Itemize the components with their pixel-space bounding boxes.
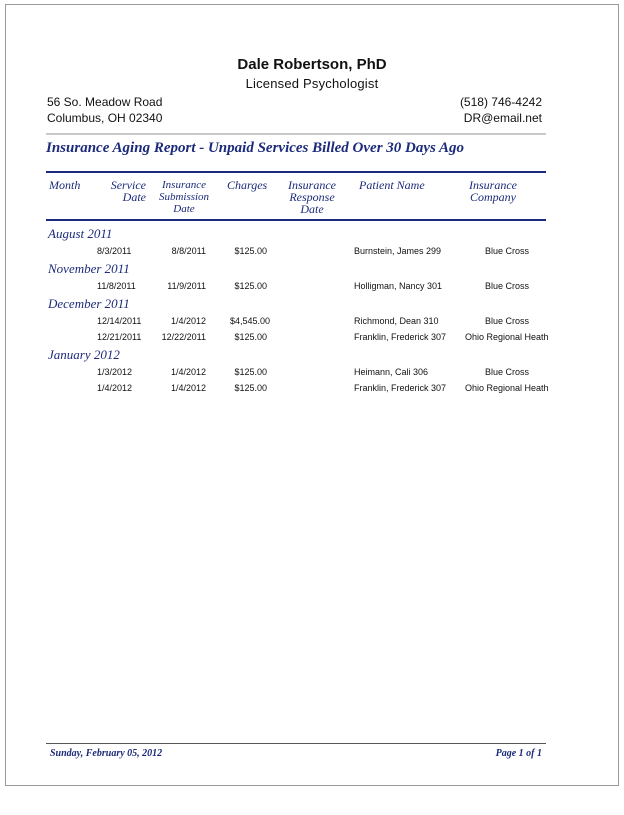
column-header-insurance-company: Insurance Company bbox=[469, 178, 517, 204]
cell-service-date: 12/14/2011 bbox=[97, 316, 142, 326]
cell-submission-date: 12/22/2011 bbox=[161, 332, 206, 342]
cell-submission-date: 8/8/2011 bbox=[171, 246, 206, 256]
practitioner-title: Licensed Psychologist bbox=[245, 76, 379, 91]
cell-charges: $125.00 bbox=[234, 281, 267, 291]
group-month-heading: August 2011 bbox=[48, 226, 113, 241]
group-month-heading: December 2011 bbox=[48, 296, 130, 311]
cell-charges: $125.00 bbox=[234, 367, 267, 377]
cell-insurance-company: Blue Cross bbox=[484, 246, 529, 256]
cell-patient-name: Burnstein, James 299 bbox=[354, 246, 442, 256]
cell-charges: $125.00 bbox=[234, 383, 267, 393]
cell-charges: $125.00 bbox=[234, 332, 267, 342]
cell-charges: $125.00 bbox=[234, 246, 267, 256]
cell-patient-name: Richmond, Dean 310 bbox=[354, 316, 439, 326]
group-month-heading: November 2011 bbox=[48, 261, 130, 276]
cell-charges: $4,545.00 bbox=[229, 316, 270, 326]
cell-service-date: 11/8/2011 bbox=[97, 281, 136, 291]
cell-insurance-company: Blue Cross bbox=[484, 367, 529, 377]
column-header-service-date: Service Date bbox=[110, 178, 146, 204]
cell-patient-name: Heimann, Cali 306 bbox=[354, 367, 429, 377]
column-header-patient-name: Patient Name bbox=[359, 178, 425, 192]
cell-submission-date: 1/4/2012 bbox=[170, 316, 206, 326]
cell-insurance-company: Blue Cross bbox=[484, 316, 529, 326]
cell-service-date: 12/21/2011 bbox=[97, 332, 142, 342]
cell-patient-name: Franklin, Frederick 307 bbox=[354, 383, 447, 393]
cell-patient-name: Franklin, Frederick 307 bbox=[354, 332, 447, 342]
column-header-response-date: Insurance Response Date bbox=[288, 178, 336, 216]
footer-print-date: Sunday, February 05, 2012 bbox=[50, 748, 163, 759]
cell-patient-name: Holligman, Nancy 301 bbox=[354, 281, 443, 291]
cell-insurance-company: Ohio Regional Heath bbox=[465, 332, 549, 342]
footer-page-number: Page 1 of 1 bbox=[495, 748, 542, 759]
cell-insurance-company: Ohio Regional Heath bbox=[465, 383, 549, 393]
cell-submission-date: 1/4/2012 bbox=[170, 367, 206, 377]
cell-service-date: 1/4/2012 bbox=[97, 383, 133, 393]
header-divider bbox=[46, 133, 546, 135]
column-header-bottom-rule bbox=[46, 219, 546, 221]
cell-insurance-company: Blue Cross bbox=[484, 281, 529, 291]
cell-submission-date: 11/9/2011 bbox=[167, 281, 206, 291]
cell-service-date: 1/3/2012 bbox=[97, 367, 133, 377]
practitioner-name: Dale Robertson, PhD bbox=[237, 56, 387, 73]
footer-rule bbox=[46, 743, 546, 744]
cell-submission-date: 1/4/2012 bbox=[170, 383, 206, 393]
address-line-2: Columbus, OH 02340 bbox=[47, 111, 163, 125]
column-header-charges: Charges bbox=[227, 178, 268, 192]
column-header-top-rule bbox=[46, 171, 546, 173]
email-address: DR@email.net bbox=[463, 111, 542, 125]
column-header-submission-date: Insurance Submission Date bbox=[158, 179, 210, 215]
column-header-month: Month bbox=[49, 178, 81, 192]
address-line-1: 56 So. Meadow Road bbox=[47, 95, 163, 109]
group-month-heading: January 2012 bbox=[48, 347, 120, 362]
phone-number: (518) 746-4242 bbox=[459, 95, 542, 109]
report-title: Insurance Aging Report - Unpaid Services Billed Over 30 Days Ago bbox=[46, 140, 465, 156]
cell-service-date: 8/3/2011 bbox=[97, 246, 132, 256]
